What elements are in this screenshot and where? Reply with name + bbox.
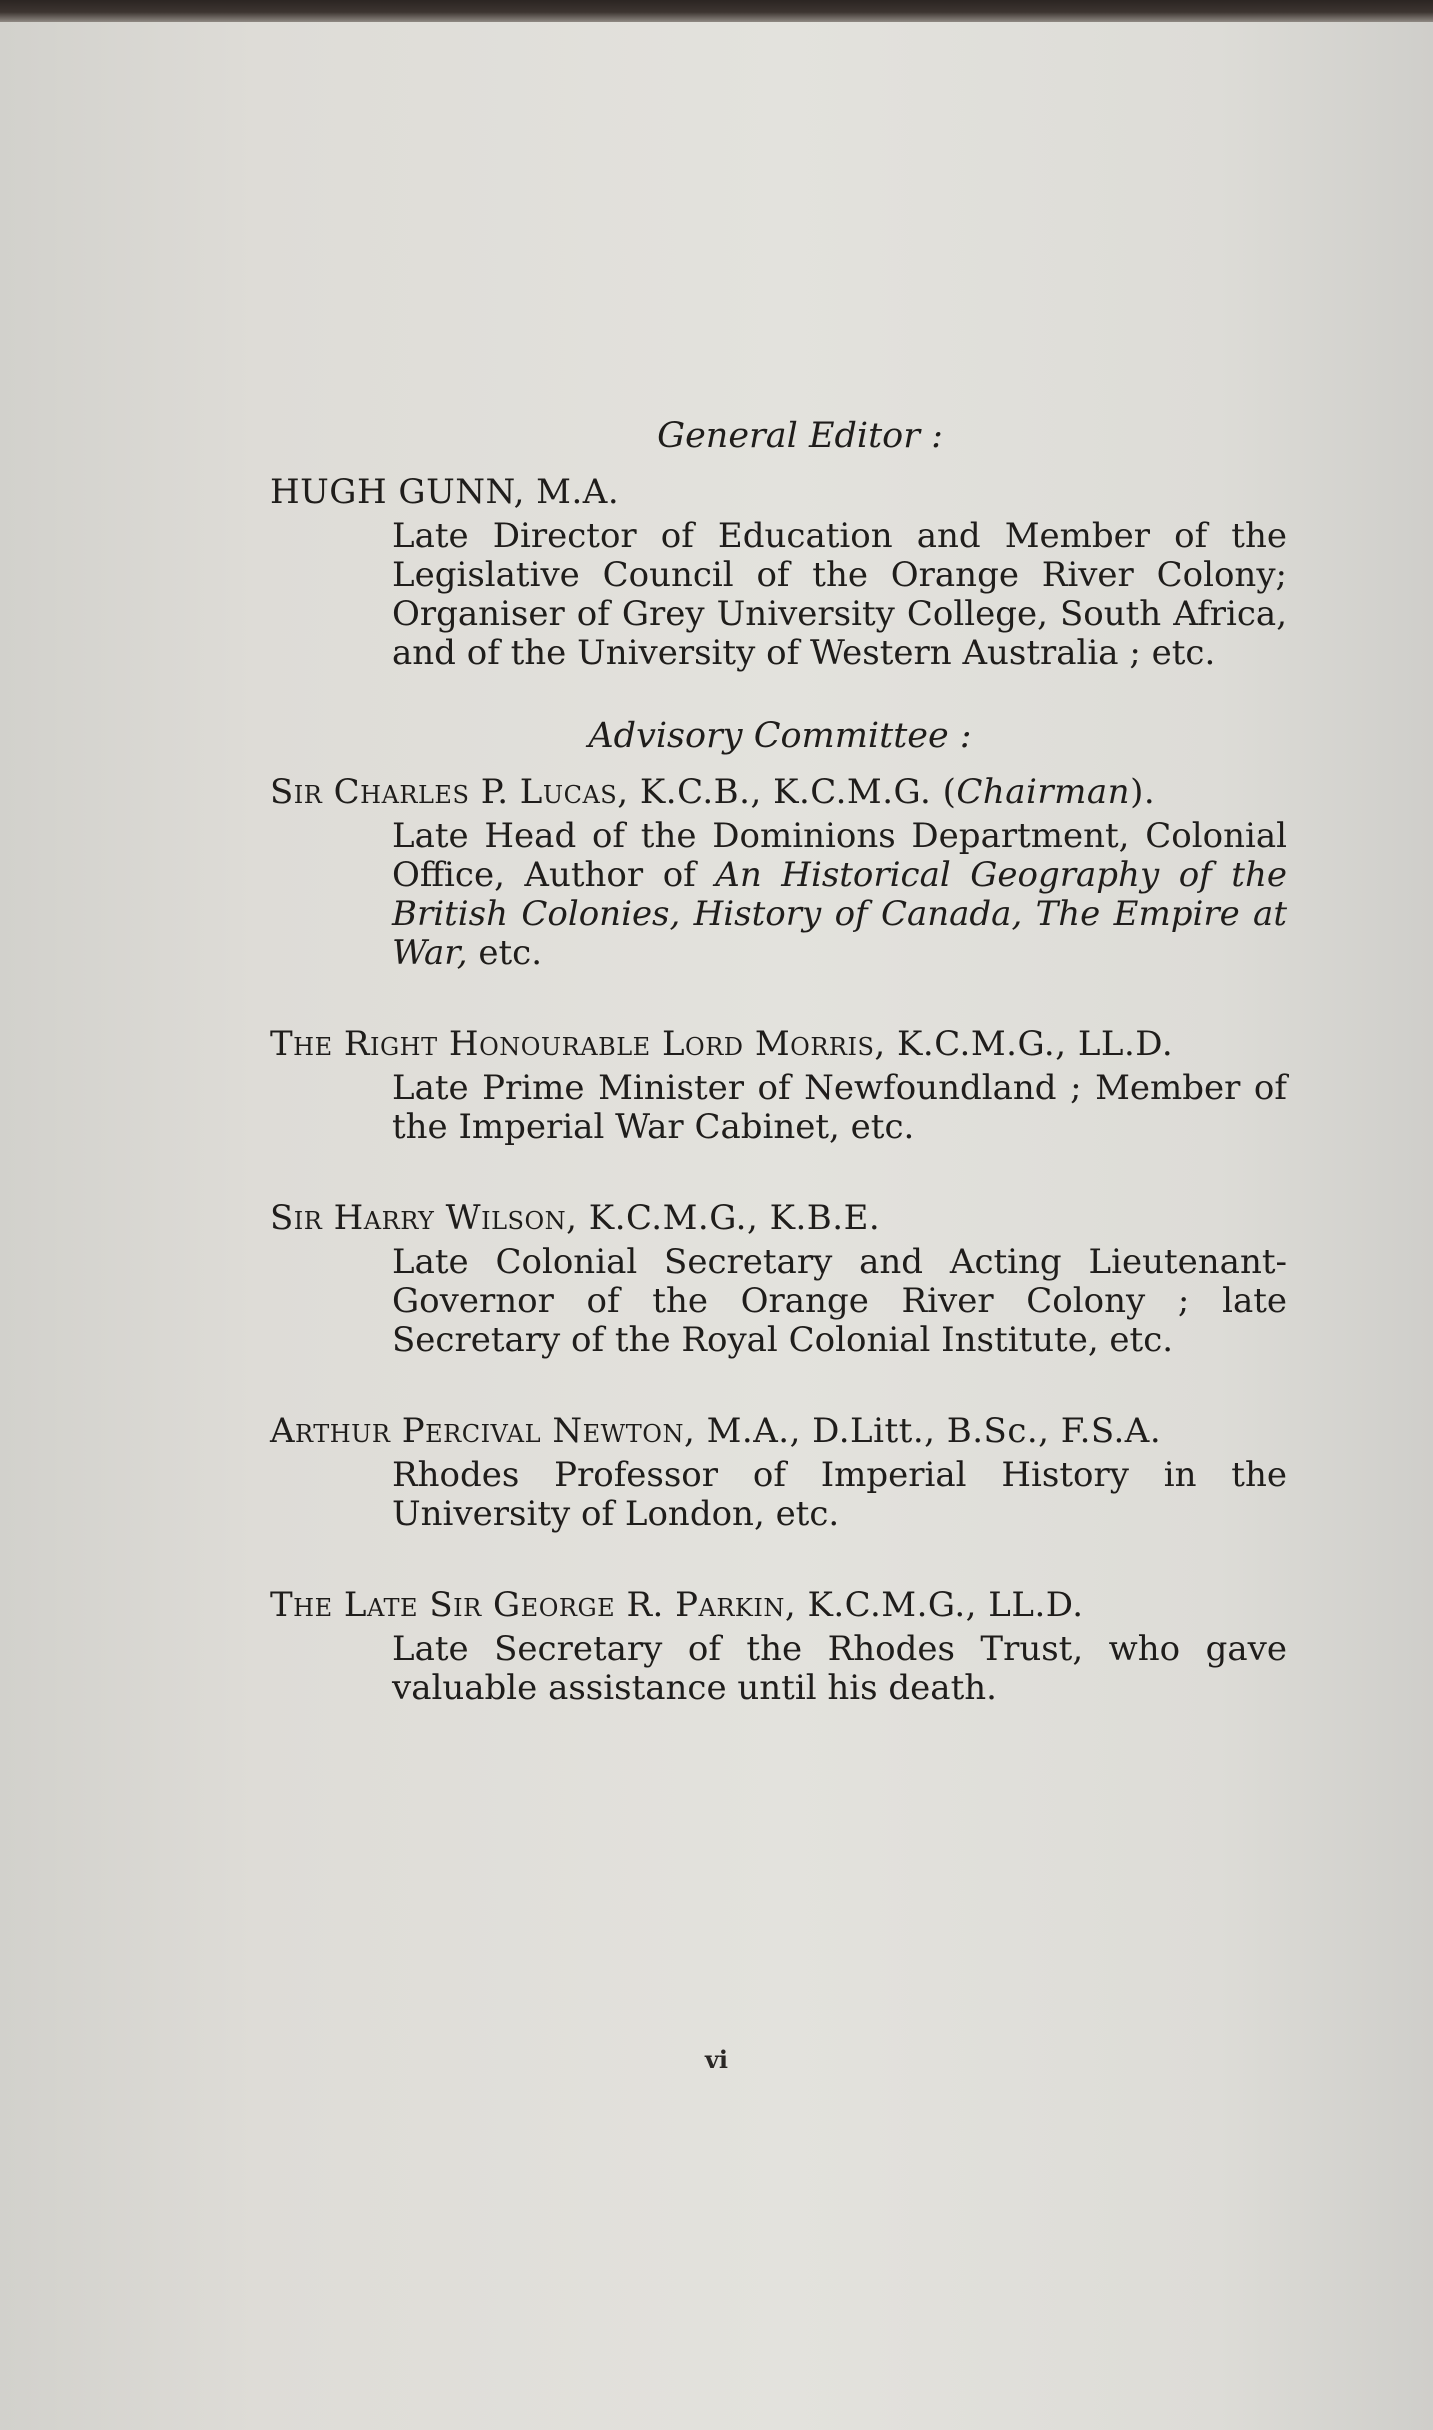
member-honours: , K.C.B., K.C.M.G. ( — [617, 772, 957, 812]
general-editor-name: HUGH GUNN, M.A. — [270, 472, 620, 512]
member-honours: , K.C.M.G., K.B.E. — [566, 1198, 881, 1238]
committee-member-parkin — [270, 1584, 1290, 1708]
page-number: vi — [704, 2045, 729, 2074]
member-description-end: etc. — [467, 933, 543, 973]
book-top-edge — [0, 0, 1433, 22]
member-description: Late Secretary of the Rhodes Trust, who gave valuable assistance until his death. — [392, 1629, 1287, 1708]
member-name-line — [270, 1410, 1290, 1452]
committee-member-newton — [270, 1410, 1290, 1534]
member-role: Chairman — [956, 772, 1131, 812]
committee-member-morris — [270, 1023, 1290, 1147]
general-editor-entry — [270, 471, 1290, 673]
member-honours: , K.C.M.G., LL.D. — [784, 1585, 1084, 1625]
member-name-line — [270, 771, 1290, 813]
member-honours: , K.C.M.G., LL.D. — [874, 1024, 1174, 1064]
member-name-line — [270, 1023, 1290, 1065]
member-description: Rhodes Professor of Imperial History in the University of London, etc. — [392, 1455, 1287, 1534]
page-content — [270, 415, 1290, 1708]
general-editor-heading: General Editor : — [657, 416, 943, 456]
general-editor-description: Late Director of Education and Member of the Legislative Council of the Orange River Colony; Organiser of Grey University College, South Africa, and of the University of Western Australia ; etc. — [392, 516, 1287, 673]
member-name: Arthur Percival Newton — [270, 1411, 684, 1451]
member-role-close: ). — [1130, 772, 1156, 812]
committee-member-wilson — [270, 1197, 1290, 1360]
member-name-line — [270, 1584, 1290, 1626]
committee-member-lucas — [270, 771, 1290, 973]
member-honours: , M.A., D.Litt., B.Sc., F.S.A. — [683, 1411, 1162, 1451]
member-works: An Historical Geography of the British Colonies, History of Canada, The Empire at War, — [392, 855, 1287, 973]
member-name: The Right Honourable Lord Morris — [270, 1024, 875, 1064]
member-name: Sir Charles P. Lucas — [270, 772, 618, 812]
member-name: The Late Sir George R. Parkin — [270, 1585, 785, 1625]
member-description: Late Colonial Secretary and Acting Lieutenant-Governor of the Orange River Colony ; late Secretary of the Royal Colonial Institute, etc. — [392, 1242, 1287, 1360]
member-name-line — [270, 1197, 1290, 1239]
member-name: Sir Harry Wilson — [270, 1198, 567, 1238]
member-description-intro: Late Head of the Dominions Department, Colonial Office, Author of — [392, 816, 1287, 895]
member-description: Late Prime Minister of Newfoundland ; Member of the Imperial War Cabinet, etc. — [392, 1068, 1287, 1147]
member-description — [392, 817, 1287, 973]
advisory-committee-heading: Advisory Committee : — [588, 716, 972, 756]
